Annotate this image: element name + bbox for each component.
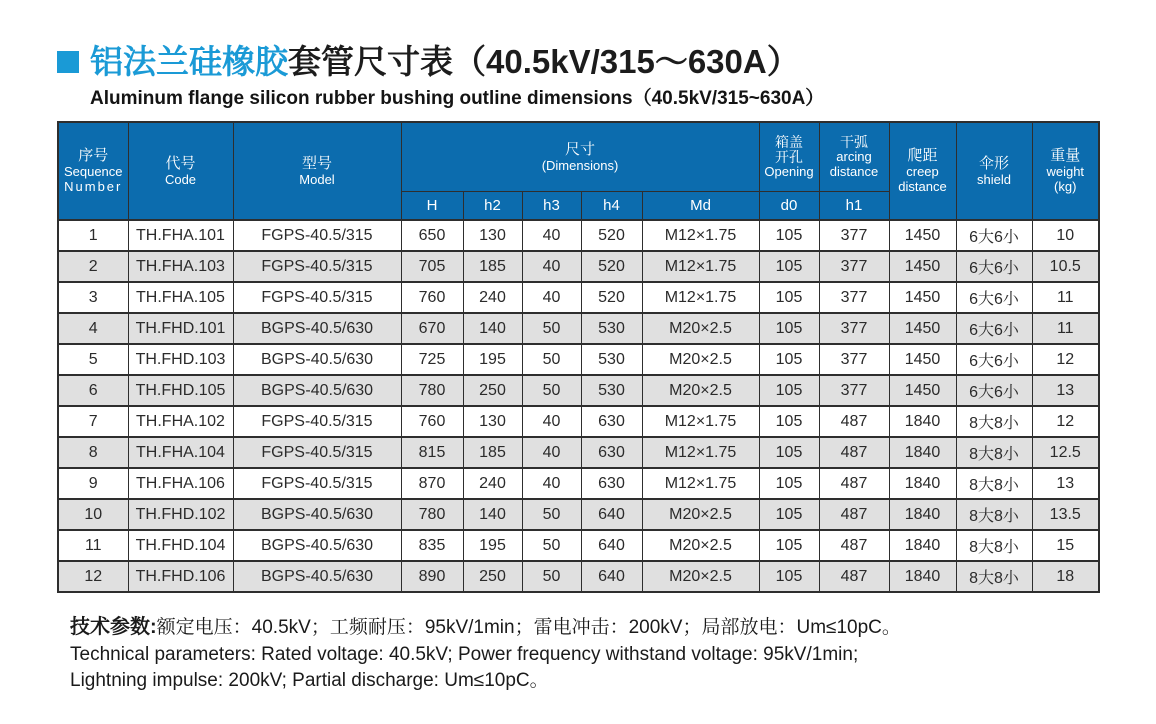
cell-h3: 50 [522,313,581,344]
cell-h1: 377 [819,313,889,344]
table-row [58,344,1099,375]
tech-params-line-zh [70,613,1156,642]
col-subheader-h4: h4 [581,192,642,221]
cell-weight: 12 [1032,344,1099,375]
tech-params-line-en-2: Lightning impulse: 200kV; Partial discharge: Um≤10pC。 [70,670,549,692]
cell-weight: 13.5 [1032,499,1099,530]
cell-d0: 105 [759,530,819,561]
cell-h3: 40 [522,437,581,468]
cell-creep-distance: 1450 [889,282,956,313]
cell-H: 890 [401,561,463,592]
cell-model: BGPS-40.5/630 [233,499,401,530]
cell-shield: 8大8小 [956,437,1032,468]
cell-Md: M12×1.75 [642,220,759,251]
page-title-text [90,44,800,80]
cell-h4: 520 [581,220,642,251]
cell-h3: 50 [522,561,581,592]
tech-params-zh-text: 额定电压：40.5kV；工频耐压：95kV/1min；雷电冲击：200kV；局部放电：Um≤10pC。 [156,617,901,639]
cell-code: TH.FHD.103 [128,344,233,375]
cell-d0: 105 [759,499,819,530]
cell-weight: 15 [1032,530,1099,561]
cell-seq: 11 [58,530,128,561]
cell-creep-distance: 1840 [889,437,956,468]
table-row [58,375,1099,406]
cell-seq: 8 [58,437,128,468]
col-header-opening: 箱盖 开孔 Opening [759,122,819,192]
cell-H: 725 [401,344,463,375]
cell-h3: 40 [522,406,581,437]
dimensions-table [57,121,1100,593]
cell-Md: M20×2.5 [642,530,759,561]
cell-Md: M20×2.5 [642,499,759,530]
cell-creep-distance: 1450 [889,251,956,282]
cell-h2: 250 [463,375,522,406]
col-subheader-H: H [401,192,463,221]
cell-code: TH.FHD.104 [128,530,233,561]
cell-code: TH.FHD.101 [128,313,233,344]
cell-weight: 10 [1032,220,1099,251]
cell-H: 760 [401,406,463,437]
page-title [57,44,1156,80]
cell-Md: M12×1.75 [642,468,759,499]
cell-code: TH.FHA.103 [128,251,233,282]
cell-weight: 12.5 [1032,437,1099,468]
cell-h2: 195 [463,344,522,375]
table-row [58,561,1099,592]
cell-d0: 105 [759,468,819,499]
cell-model: FGPS-40.5/315 [233,282,401,313]
col-header-arcing-distance: 干弧 arcing distance [819,122,889,192]
cell-model: FGPS-40.5/315 [233,251,401,282]
cell-h4: 640 [581,499,642,530]
table-row [58,499,1099,530]
cell-d0: 105 [759,437,819,468]
cell-d0: 105 [759,220,819,251]
cell-model: FGPS-40.5/315 [233,220,401,251]
cell-creep-distance: 1840 [889,468,956,499]
col-header-weight: 重量 weight (kg) [1032,122,1099,220]
cell-code: TH.FHD.105 [128,375,233,406]
col-header-shield: 伞形 shield [956,122,1032,220]
cell-code: TH.FHA.102 [128,406,233,437]
table-row [58,406,1099,437]
cell-d0: 105 [759,375,819,406]
cell-H: 650 [401,220,463,251]
cell-model: BGPS-40.5/630 [233,344,401,375]
title-highlight: 铝法兰硅橡胶 [90,43,288,80]
col-subheader-h3: h3 [522,192,581,221]
cell-shield: 6大6小 [956,282,1032,313]
table-row [58,220,1099,251]
cell-d0: 105 [759,313,819,344]
cell-h1: 377 [819,220,889,251]
cell-seq: 7 [58,406,128,437]
cell-shield: 8大8小 [956,530,1032,561]
cell-h4: 630 [581,437,642,468]
cell-h1: 487 [819,468,889,499]
cell-seq: 3 [58,282,128,313]
cell-h1: 377 [819,375,889,406]
cell-weight: 18 [1032,561,1099,592]
cell-Md: M20×2.5 [642,313,759,344]
cell-h1: 377 [819,251,889,282]
cell-d0: 105 [759,406,819,437]
col-header-code: 代号 Code [128,122,233,220]
cell-H: 670 [401,313,463,344]
cell-creep-distance: 1840 [889,561,956,592]
cell-seq: 4 [58,313,128,344]
cell-h3: 40 [522,282,581,313]
cell-model: BGPS-40.5/630 [233,530,401,561]
cell-h2: 130 [463,220,522,251]
cell-h4: 630 [581,468,642,499]
cell-shield: 6大6小 [956,251,1032,282]
cell-h3: 50 [522,375,581,406]
col-subheader-h2: h2 [463,192,522,221]
cell-h1: 487 [819,561,889,592]
cell-h3: 50 [522,499,581,530]
cell-model: BGPS-40.5/630 [233,561,401,592]
cell-h1: 377 [819,344,889,375]
table-body [58,220,1099,592]
cell-Md: M12×1.75 [642,282,759,313]
cell-Md: M12×1.75 [642,406,759,437]
cell-h2: 140 [463,499,522,530]
cell-shield: 6大6小 [956,375,1032,406]
page-subtitle: Aluminum flange silicon rubber bushing outline dimensions（40.5kV/315~630A） [90,88,825,110]
col-subheader-d0: d0 [759,192,819,221]
cell-Md: M12×1.75 [642,251,759,282]
cell-model: BGPS-40.5/630 [233,313,401,344]
table-row [58,251,1099,282]
cell-weight: 11 [1032,282,1099,313]
cell-code: TH.FHA.101 [128,220,233,251]
cell-H: 780 [401,499,463,530]
cell-weight: 10.5 [1032,251,1099,282]
cell-weight: 13 [1032,375,1099,406]
cell-model: FGPS-40.5/315 [233,468,401,499]
cell-h3: 50 [522,530,581,561]
cell-h4: 520 [581,282,642,313]
cell-h4: 520 [581,251,642,282]
cell-h2: 240 [463,468,522,499]
cell-h4: 640 [581,530,642,561]
col-header-creep-distance: 爬距 creep distance [889,122,956,220]
cell-shield: 8大8小 [956,468,1032,499]
cell-shield: 8大8小 [956,561,1032,592]
cell-h1: 487 [819,437,889,468]
cell-seq: 1 [58,220,128,251]
cell-h1: 487 [819,499,889,530]
cell-model: BGPS-40.5/630 [233,375,401,406]
cell-Md: M20×2.5 [642,561,759,592]
table-row [58,437,1099,468]
col-subheader-h1: h1 [819,192,889,221]
cell-shield: 6大6小 [956,220,1032,251]
cell-shield: 8大8小 [956,406,1032,437]
cell-h2: 130 [463,406,522,437]
table-row [58,530,1099,561]
cell-weight: 11 [1032,313,1099,344]
cell-Md: M12×1.75 [642,437,759,468]
cell-h2: 240 [463,282,522,313]
col-subheader-Md: Md [642,192,759,221]
technical-parameters [70,613,1156,694]
cell-code: TH.FHD.106 [128,561,233,592]
cell-d0: 105 [759,344,819,375]
cell-h1: 377 [819,282,889,313]
cell-weight: 12 [1032,406,1099,437]
cell-shield: 6大6小 [956,313,1032,344]
cell-code: TH.FHA.104 [128,437,233,468]
table-header [58,122,1099,220]
cell-h4: 530 [581,313,642,344]
cell-Md: M20×2.5 [642,344,759,375]
col-header-model: 型号 Model [233,122,401,220]
cell-H: 705 [401,251,463,282]
cell-h1: 487 [819,406,889,437]
table-row [58,313,1099,344]
cell-h2: 185 [463,437,522,468]
cell-model: FGPS-40.5/315 [233,406,401,437]
cell-Md: M20×2.5 [642,375,759,406]
cell-h4: 640 [581,561,642,592]
cell-H: 780 [401,375,463,406]
cell-creep-distance: 1450 [889,344,956,375]
cell-code: TH.FHA.105 [128,282,233,313]
cell-h2: 140 [463,313,522,344]
cell-creep-distance: 1450 [889,375,956,406]
cell-shield: 8大8小 [956,499,1032,530]
cell-seq: 2 [58,251,128,282]
cell-h1: 487 [819,530,889,561]
cell-h3: 40 [522,251,581,282]
cell-code: TH.FHD.102 [128,499,233,530]
cell-weight: 13 [1032,468,1099,499]
col-header-sequence: 序号 Sequence Number [58,122,128,220]
cell-seq: 6 [58,375,128,406]
cell-H: 870 [401,468,463,499]
cell-seq: 5 [58,344,128,375]
table-row [58,468,1099,499]
col-header-dimensions: 尺寸 (Dimensions) [401,122,759,192]
cell-h2: 250 [463,561,522,592]
cell-h3: 50 [522,344,581,375]
cell-h2: 185 [463,251,522,282]
cell-creep-distance: 1450 [889,220,956,251]
cell-seq: 12 [58,561,128,592]
cell-h2: 195 [463,530,522,561]
title-rest: 套管尺寸表（40.5kV/315～630A） [288,43,800,80]
tech-params-line-en-1: Technical parameters: Rated voltage: 40.5kV; Power frequency withstand voltage: 95kV/1min; [70,643,859,665]
cell-seq: 9 [58,468,128,499]
cell-creep-distance: 1450 [889,313,956,344]
cell-H: 760 [401,282,463,313]
cell-model: FGPS-40.5/315 [233,437,401,468]
cell-code: TH.FHA.106 [128,468,233,499]
cell-h4: 630 [581,406,642,437]
cell-seq: 10 [58,499,128,530]
square-bullet-icon [57,51,79,73]
cell-d0: 105 [759,561,819,592]
cell-creep-distance: 1840 [889,406,956,437]
cell-H: 835 [401,530,463,561]
table-row [58,282,1099,313]
cell-d0: 105 [759,282,819,313]
tech-params-label: 技术参数: [70,616,157,639]
cell-h3: 40 [522,220,581,251]
cell-shield: 6大6小 [956,344,1032,375]
cell-h3: 40 [522,468,581,499]
cell-creep-distance: 1840 [889,530,956,561]
cell-creep-distance: 1840 [889,499,956,530]
cell-h4: 530 [581,344,642,375]
cell-H: 815 [401,437,463,468]
cell-h4: 530 [581,375,642,406]
cell-d0: 105 [759,251,819,282]
